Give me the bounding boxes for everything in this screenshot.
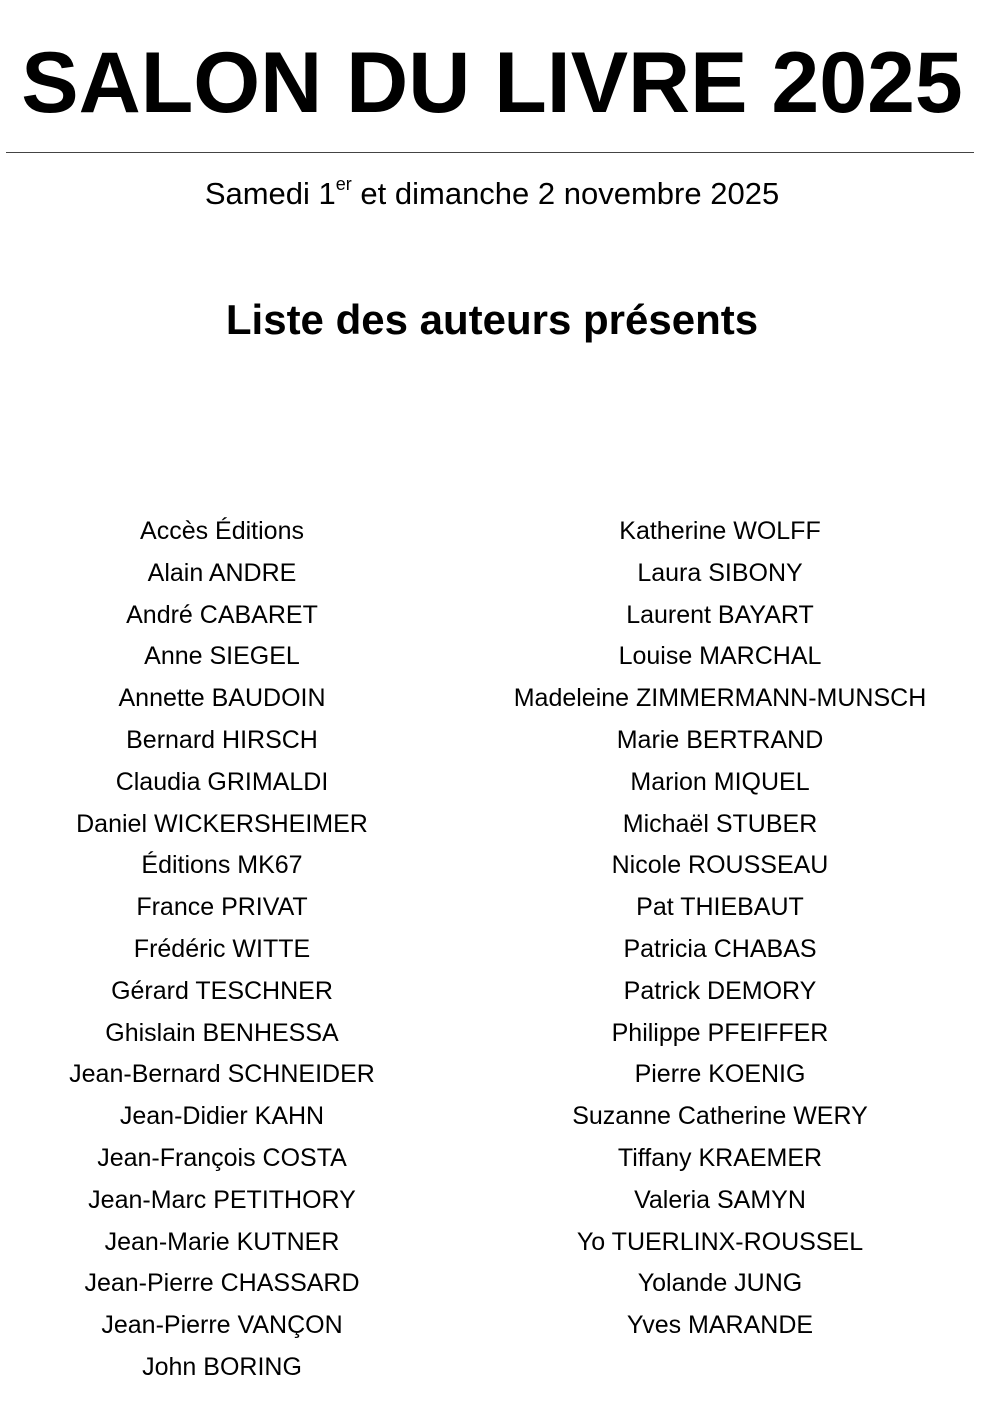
event-dates — [0, 172, 984, 216]
date-suffix: et dimanche 2 novembre 2025 — [351, 176, 780, 211]
author-name: Laura SIBONY — [637, 558, 803, 587]
author-name: Jean-François COSTA — [97, 1143, 347, 1172]
author-name: Éditions MK67 — [141, 851, 303, 880]
authors-heading: Liste des auteurs présents — [225, 296, 759, 343]
author-name: France PRIVAT — [136, 893, 308, 922]
author-name: Jean-Marie KUTNER — [104, 1227, 340, 1256]
author-name: Jean-Pierre VANÇON — [101, 1311, 343, 1340]
author-name: Jean-Marc PETITHORY — [88, 1185, 356, 1214]
author-name: Madeleine ZIMMERMANN-MUNSCH — [513, 684, 927, 713]
author-name: Valeria SAMYN — [634, 1185, 806, 1214]
author-name: Nicole ROUSSEAU — [611, 851, 829, 880]
author-name: Daniel WICKERSHEIMER — [76, 809, 368, 838]
author-name: Suzanne Catherine WERY — [572, 1102, 868, 1131]
author-name: Philippe PFEIFFER — [611, 1018, 829, 1047]
author-name: André CABARET — [126, 600, 318, 629]
author-name: Ghislain BENHESSA — [105, 1018, 339, 1047]
page-title: SALON DU LIVRE 2025 — [21, 35, 963, 131]
author-name: Pierre KOENIG — [634, 1060, 806, 1089]
author-name: Alain ANDRE — [147, 558, 297, 587]
author-name: Pat THIEBAUT — [636, 893, 804, 922]
date-superscript: er — [335, 174, 352, 194]
author-name: Laurent BAYART — [626, 600, 814, 629]
author-name: Frédéric WITTE — [133, 934, 311, 963]
author-name: Annette BAUDOIN — [118, 684, 326, 713]
author-name: Patrick DEMORY — [623, 976, 817, 1005]
author-name: Michaël STUBER — [622, 809, 818, 838]
author-name: Jean-Bernard SCHNEIDER — [69, 1060, 375, 1089]
authors-right-column — [470, 511, 970, 1347]
author-name: Marion MIQUEL — [630, 767, 810, 796]
author-name: Jean-Didier KAHN — [119, 1102, 325, 1131]
author-name: John BORING — [142, 1352, 302, 1381]
author-name: Yolande JUNG — [637, 1269, 803, 1298]
author-name: Marie BERTRAND — [616, 725, 824, 754]
author-name: Louise MARCHAL — [618, 642, 822, 671]
author-name: Bernard HIRSCH — [126, 725, 318, 754]
author-name: Yo TUERLINX-ROUSSEL — [576, 1227, 864, 1256]
title-divider — [6, 152, 974, 153]
author-name: Claudia GRIMALDI — [115, 767, 329, 796]
author-name: Accès Éditions — [140, 517, 304, 545]
author-name: Patricia CHABAS — [623, 934, 817, 963]
author-name: Yves MARANDE — [626, 1311, 814, 1340]
author-name: Tiffany KRAEMER — [617, 1143, 823, 1172]
date-prefix: Samedi 1 — [204, 176, 336, 211]
authors-left-column — [22, 511, 422, 1389]
author-name: Jean-Pierre CHASSARD — [84, 1269, 360, 1298]
author-name: Katherine WOLFF — [619, 517, 821, 545]
author-name: Gérard TESCHNER — [111, 976, 333, 1005]
author-name: Anne SIEGEL — [144, 642, 300, 671]
